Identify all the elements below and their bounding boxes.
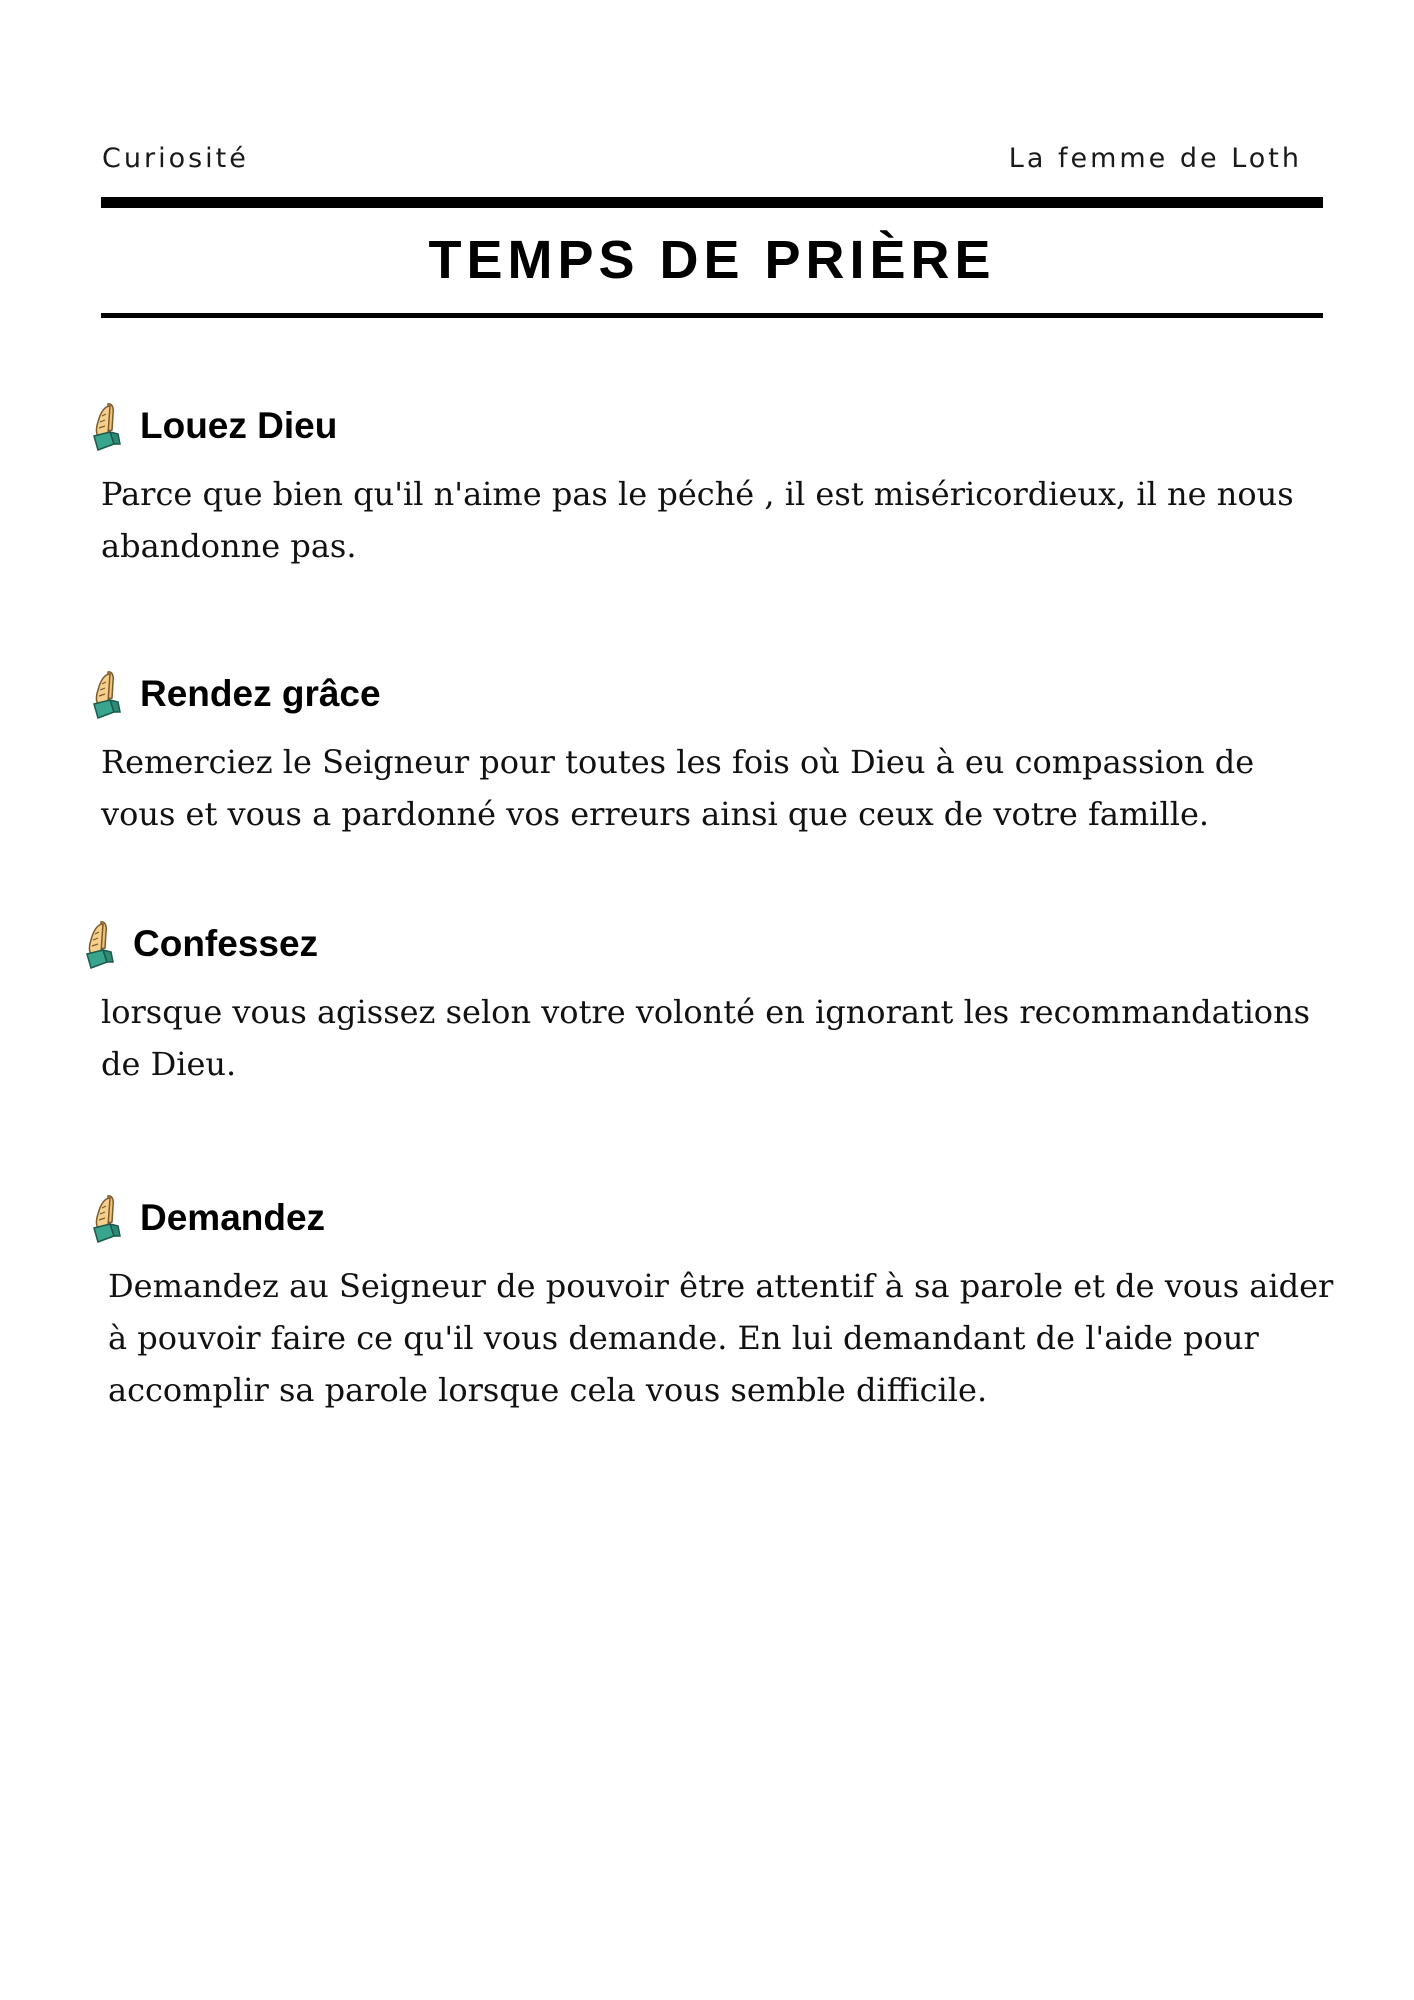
section-body: Remerciez le Seigneur pour toutes les fois où Dieu à eu compassion de vous et vous a pardonné vos erreurs ainsi que ceux de votre famille.	[101, 743, 1255, 833]
section-heading: Confessez	[133, 923, 319, 964]
section-heading: Demandez	[140, 1197, 326, 1238]
section-heading-row	[88, 400, 337, 452]
section-heading-row	[88, 668, 381, 720]
header-story-title: La femme de Loth	[1008, 143, 1302, 174]
section-body: Demandez au Seigneur de pouvoir être attentif à sa parole et de vous aider à pouvoir faire ce qu'il vous demande. En lui demandant de l'aide pour accomplir sa parole lorsque cela vous semble difficile.	[108, 1267, 1334, 1409]
section-heading-row	[88, 1192, 325, 1244]
praying-hands-icon	[88, 668, 130, 720]
bottom-rule	[101, 313, 1323, 318]
section-heading-row	[81, 918, 318, 970]
praying-hands-icon	[81, 918, 123, 970]
praying-hands-icon	[88, 1192, 130, 1244]
section-body: lorsque vous agissez selon votre volonté en ignorant les recommandations de Dieu.	[101, 993, 1311, 1083]
top-rule	[101, 197, 1323, 208]
praying-hands-icon	[88, 400, 130, 452]
section-heading: Rendez grâce	[140, 673, 381, 714]
page-title: TEMPS DE PRIÈRE	[428, 230, 996, 290]
section-heading: Louez Dieu	[140, 405, 338, 446]
section-body: Parce que bien qu'il n'aime pas le péché , il est miséricordieux, il ne nous abandonne pas.	[101, 475, 1294, 565]
header-category: Curiosité	[102, 143, 249, 174]
